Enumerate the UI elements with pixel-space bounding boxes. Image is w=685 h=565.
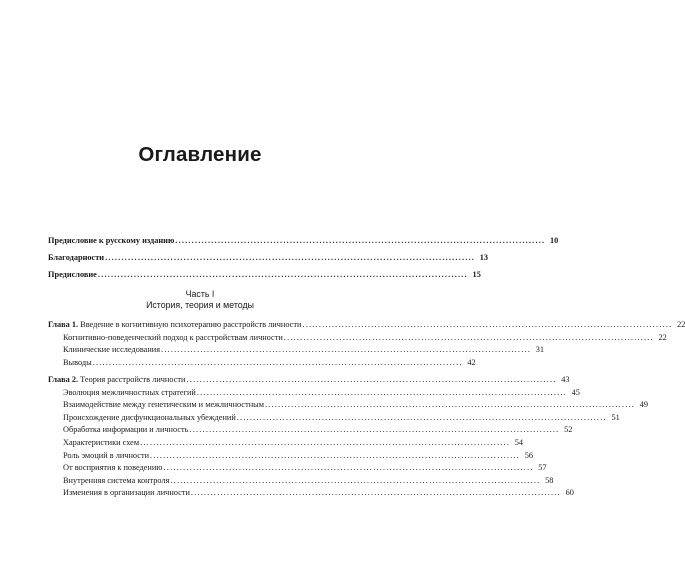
section-entry[interactable]: Изменения в организации личности ................................................................................................................. 60 <box>48 487 353 500</box>
dot-leader: ................................................................................................................. <box>186 375 557 384</box>
chapter-2 <box>48 374 648 500</box>
section-entry[interactable]: Характеристики схем ................................................................................................................. 54 <box>48 437 353 450</box>
dot-leader: ................................................................................................................. <box>175 236 546 245</box>
dot-leader: ................................................................................................................. <box>105 252 476 262</box>
section-entry[interactable]: Когнитивно-поведенческий подход к расстройствам личности ................................................................................................................. 22 <box>48 332 353 345</box>
toc-entry[interactable]: Благодарности ................................................................................................................. 13 <box>48 252 353 265</box>
chapter-entry[interactable]: Глава 1. Введение в когнитивную психотерапию расстройств личности ................................................................................................................. 22 <box>48 319 353 332</box>
dot-leader: ................................................................................................................. <box>283 332 654 342</box>
toc-entry[interactable]: Предисловие к русскому изданию ................................................................................................................. 10 <box>48 235 353 248</box>
dot-leader: ................................................................................................................. <box>92 357 463 367</box>
dot-leader: ................................................................................................................. <box>161 345 532 355</box>
dot-leader: ................................................................................................................. <box>150 450 521 460</box>
section-entry[interactable]: Эволюция межличностных стратегий ................................................................................................................. 45 <box>48 387 353 400</box>
dot-leader: ................................................................................................................. <box>196 387 567 397</box>
toc-title: Оглавление <box>138 143 262 166</box>
section-entry[interactable]: Клинические исследования ................................................................................................................. 31 <box>48 344 353 357</box>
chapter-entry[interactable]: Глава 2. Теория расстройств личности ................................................................................................................. 43 <box>48 374 353 387</box>
section-entry[interactable]: Происхождение дисфункциональных убеждений ................................................................................................................. 51 <box>48 412 353 425</box>
part-name: История, теория и методы <box>146 300 254 310</box>
dot-leader: ................................................................................................................. <box>140 437 511 447</box>
section-entry[interactable]: Внутренняя система контроля ................................................................................................................. 58 <box>48 475 353 488</box>
section-entry[interactable]: Выводы ................................................................................................................. 42 <box>48 357 353 370</box>
section-entry[interactable]: Обработка информации и личность ................................................................................................................. 52 <box>48 424 353 437</box>
dot-leader: ................................................................................................................. <box>236 412 607 422</box>
part-label: Часть I <box>185 289 215 299</box>
toc-entry[interactable]: Предисловие ................................................................................................................. 15 <box>48 269 353 282</box>
section-entry[interactable]: Роль эмоций в личности ................................................................................................................. 56 <box>48 450 353 463</box>
chapter-1 <box>48 319 685 369</box>
dot-leader: ................................................................................................................. <box>97 269 468 279</box>
dot-leader: ................................................................................................................. <box>302 320 673 329</box>
front-matter-list <box>48 235 559 281</box>
section-entry[interactable]: От восприятия к поведению ................................................................................................................. 57 <box>48 462 353 475</box>
section-entry[interactable]: Взаимодействие между генетическим и межличностным ................................................................................................................. 49 <box>48 399 353 412</box>
dot-leader: ................................................................................................................. <box>170 475 541 485</box>
dot-leader: ................................................................................................................. <box>189 425 560 435</box>
dot-leader: ................................................................................................................. <box>190 488 561 498</box>
dot-leader: ................................................................................................................. <box>264 400 635 410</box>
dot-leader: ................................................................................................................. <box>163 463 534 473</box>
